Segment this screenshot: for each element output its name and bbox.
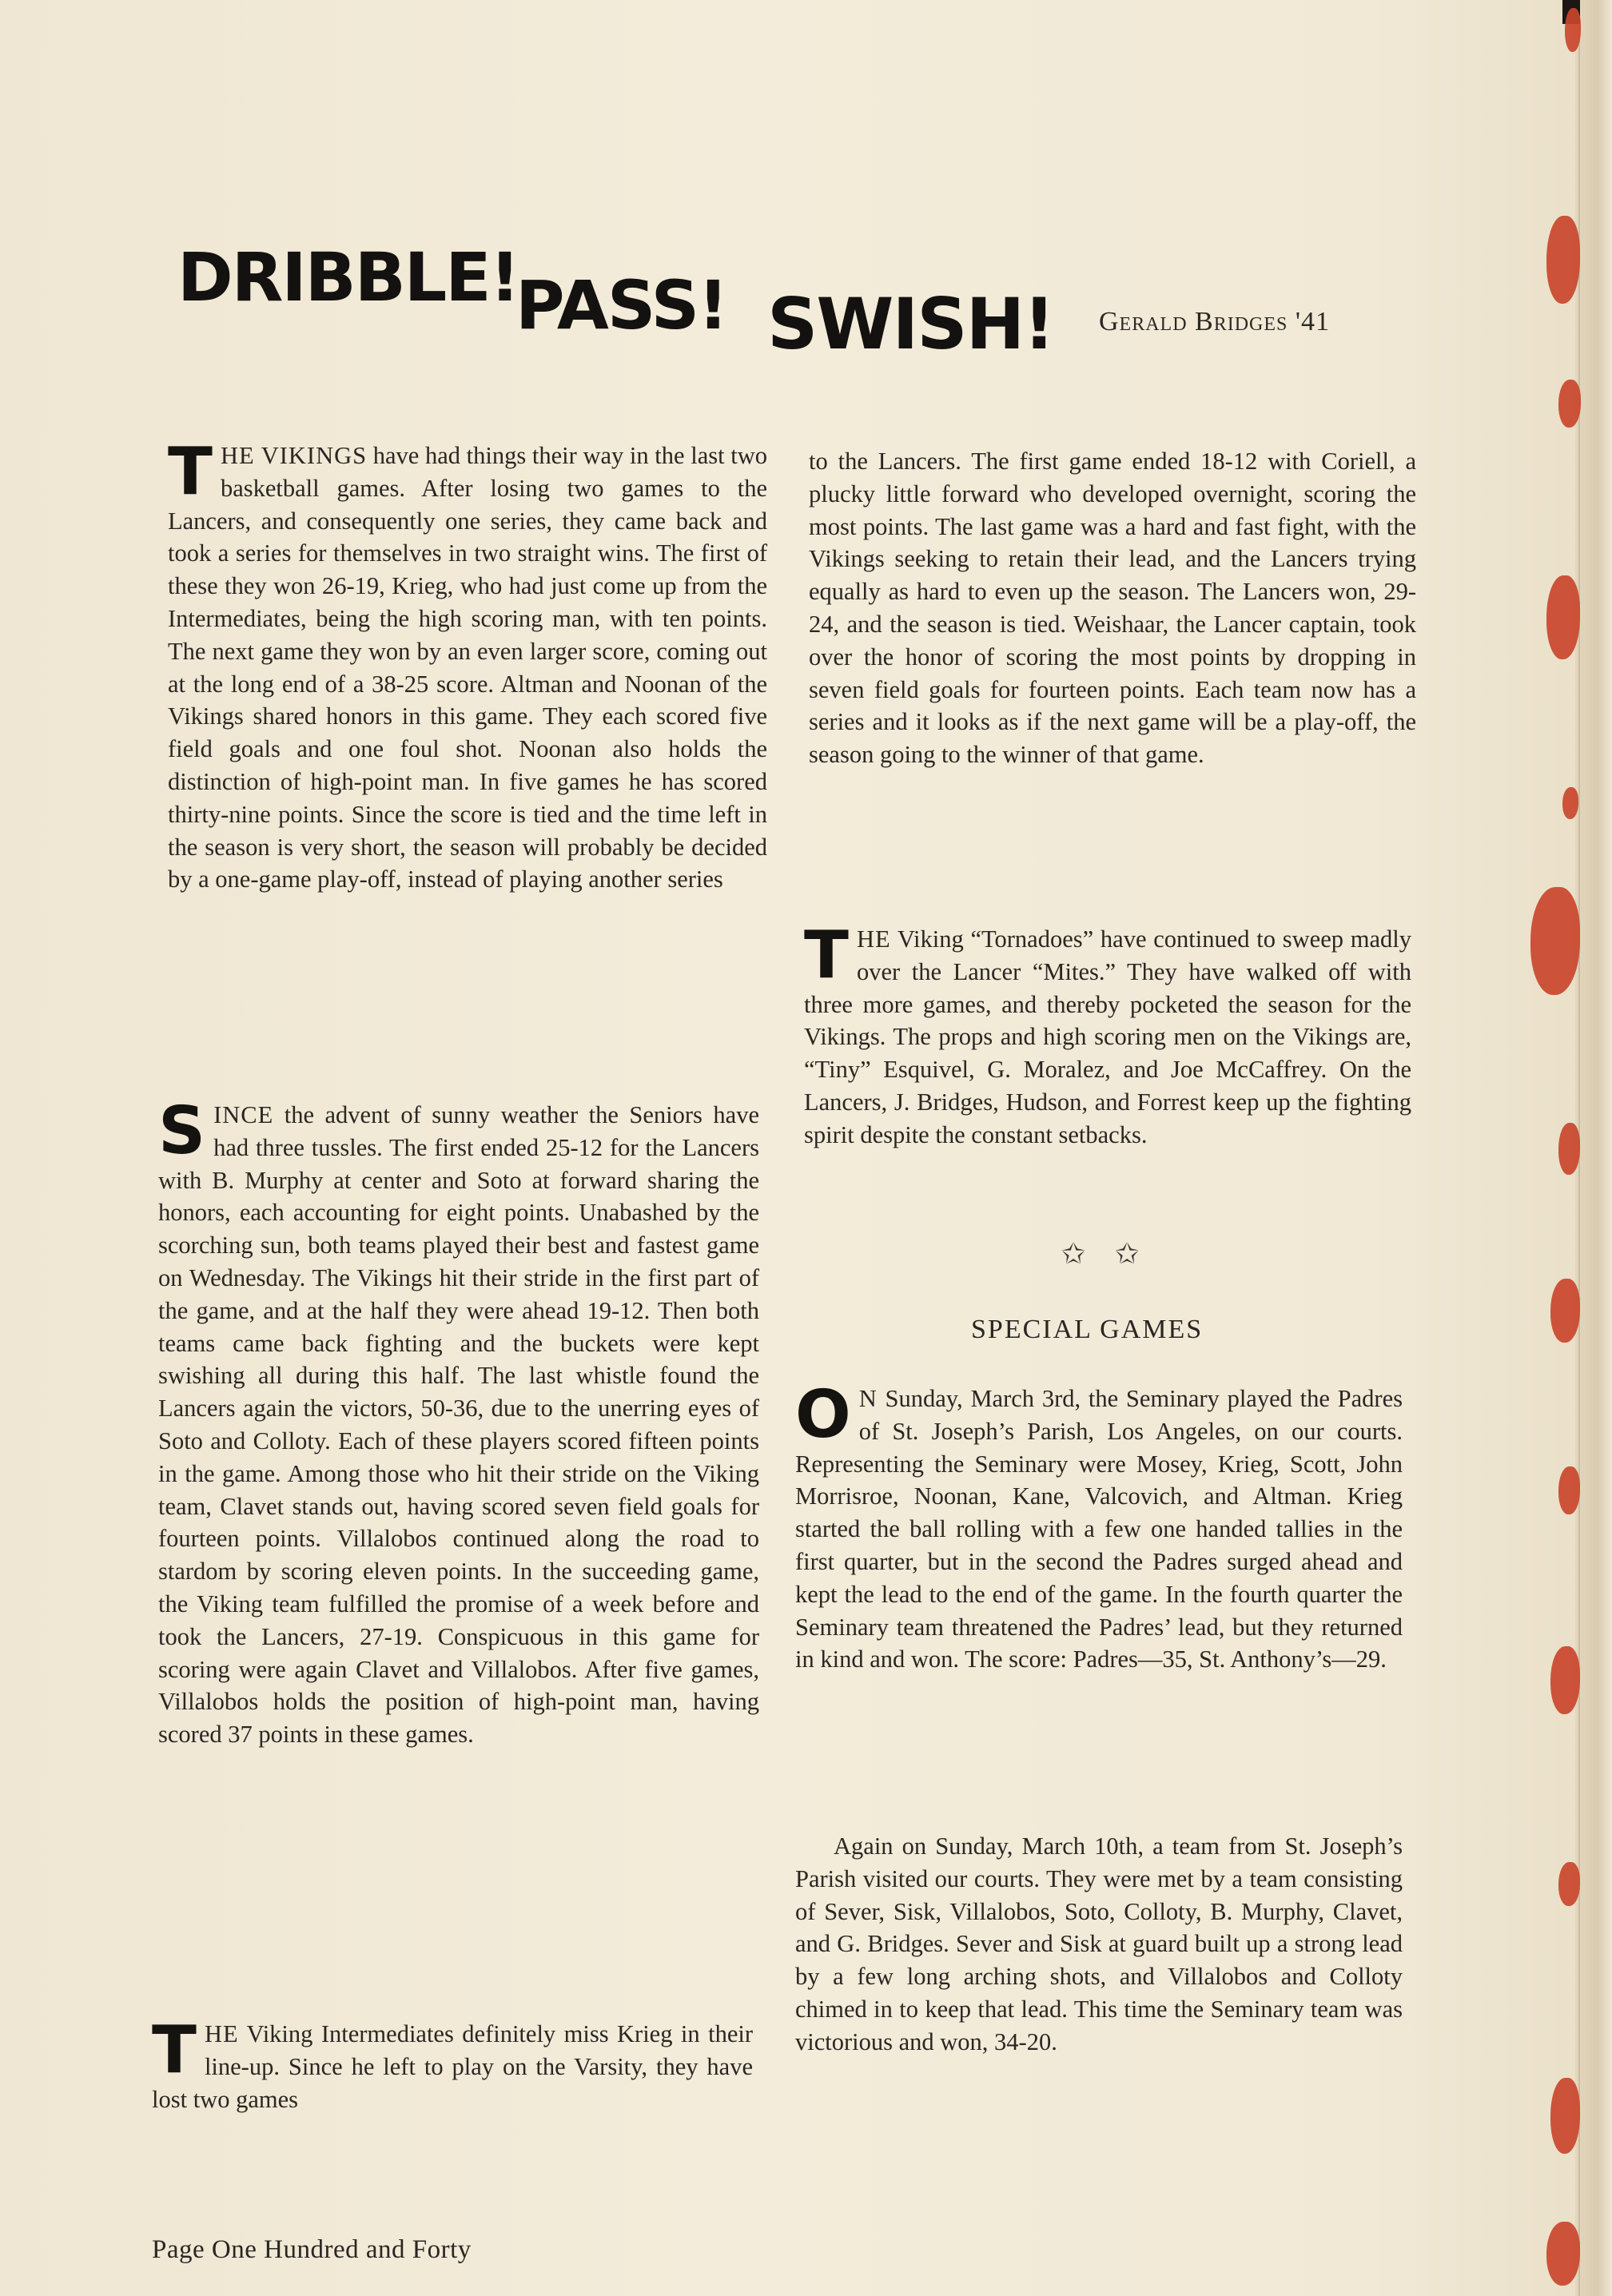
binding-stain <box>1558 1862 1580 1906</box>
binding-stain <box>1562 787 1578 819</box>
article-paragraph-special-game-1 <box>795 1377 1403 1676</box>
drop-cap: T <box>152 2012 197 2088</box>
article-paragraph-seniors <box>158 1093 759 1751</box>
lead-in: HE <box>204 2020 239 2047</box>
paragraph-text: Viking “Tornadoes” have continued to sweep madly over the Lancer “Mites.” They have walked off with three more games, and thereby pocketed the season for the Vikings. The props and high scoring men on the Vikings are, “Tiny” Esquivel, G. Moralez, and Joe McCaffrey. On the Lancers, J. Bridges, Hudson, and Forrest keep up the fighting spirit despite the constant setbacks. <box>804 925 1411 1148</box>
paragraph-text: the advent of sunny weather the Seniors have had three tussles. The first ended 25-12 for the Lancers with B. Murphy at center and Soto at forward sharing the honors, each accounting for eight points. Unabashed by the scorching sun, both teams played their best and fastest game on Wednesday. The Vikings hit their stride in the first part of the game, and at the half they were ahead 19-12. Then both teams came back fighting and the buckets were kept swishing all during this half. The last whistle found the Lancers again the victors, 50-36, due to the unerring eyes of Soto and Colloty. Each of these players scored fifteen points in the game. Among those who hit their stride on the Viking team, Clavet stands out, having scored seven field goals for fourteen points. Villalobos continued along the road to stardom by scoring eleven points. In the succeeding game, the Viking team fulfilled the promise of a week before and took the Lancers, 27-19. Conspicuous in this game for scoring were again Clavet and Villalobos. After five games, Villalobos holds the position of high-point man, having scored 37 points in these games. <box>158 1101 759 1749</box>
lead-in: HE <box>856 925 891 953</box>
paragraph-text: Again on Sunday, March 10th, a team from St. Joseph’s Parish visited our courts. They were met by a team consisting of Sever, Sisk, Villalobos, Soto, Colloty, B. Murphy, Clavet, and G. Bridges. Sever and Sisk at guard built up a strong lead by a few long arching shots, and Villalobos and Colloty chimed in to keep that lead. This time the Seminary team was victorious and won, 34-20. <box>795 1832 1403 2055</box>
article-paragraph-continued <box>809 445 1416 771</box>
binding-stain <box>1558 1123 1580 1175</box>
paragraph-text: Viking Intermediates definitely miss Krieg in their line-up. Since he left to play on the Varsity, they have lost two games <box>152 2020 753 2113</box>
drop-cap: T <box>168 434 213 510</box>
binding-stain <box>1565 8 1581 52</box>
star-ornament: ✩ ✩ <box>1061 1238 1151 1270</box>
drop-cap: T <box>804 917 849 993</box>
section-heading: SPECIAL GAMES <box>971 1315 1204 1344</box>
headline-word-2: PASS! <box>515 266 727 344</box>
page-edge <box>1575 0 1612 2296</box>
binding-stain <box>1550 2078 1580 2154</box>
binding-stain <box>1558 1466 1580 1514</box>
binding-stain <box>1546 216 1580 304</box>
binding-stain <box>1550 1646 1580 1714</box>
binding-stain <box>1550 1279 1580 1343</box>
headline-word-3: SWISH! <box>767 283 1054 365</box>
paragraph-text: Sunday, March 3rd, the Seminary played the Padres of St. Joseph’s Parish, Los Angeles, on our courts. Representing the Seminary were Mosey, Krieg, Scott, John Morrisroe, Noonan, Kane, Valcovich, and Altman. Krieg started the ball rolling with a few one handed tallies in the first quarter, but in the second the Padres surged ahead and kept the lead to the end of the game. In the fourth quarter the Seminary team threatened the Padres’ lead, but they returned in kind and won. The score: Padres—35, St. Anthony’s—29. <box>795 1385 1403 1673</box>
lead-in: INCE <box>213 1101 274 1128</box>
author-byline: Gerald Bridges '41 <box>1099 307 1331 336</box>
binding-stain <box>1546 2222 1580 2286</box>
paragraph-text: to the Lancers. The first game ended 18-12 with Coriell, a plucky little forward who developed overnight, scoring the most points. The last game was a hard and fast fight, with the Vikings seeking to retain their lead, and the Lancers trying equally as hard to even up the season. The Lancers won, 29-24, and the season is tied. Weishaar, the Lancer captain, took over the honor of scoring the most points by dropping in seven field goals for fourteen points. Each team now has a series and it looks as if the next game will be a play-off, the season going to the winner of that game. <box>809 448 1416 769</box>
drop-cap: O <box>795 1377 851 1453</box>
article-paragraph-tornadoes <box>804 917 1411 1152</box>
article-paragraph-vikings <box>168 434 767 896</box>
lead-in: HE VIKINGS <box>220 442 368 469</box>
drop-cap: S <box>158 1093 206 1169</box>
lead-in: N <box>858 1385 878 1412</box>
headline-word-1: DRIBBLE! <box>177 238 519 316</box>
page-number-footer: Page One Hundred and Forty <box>152 2235 472 2264</box>
article-paragraph-special-game-2 <box>795 1830 1403 2059</box>
binding-stain <box>1546 575 1580 659</box>
article-paragraph-intermediates <box>152 2012 753 2115</box>
binding-stain <box>1558 380 1581 428</box>
paragraph-text: have had things their way in the last two basketball games. After losing two games to the Lancers, and consequently one series, they came back and took a series for themselves in two straight wins. The first of these they won 26-19, Krieg, who had just come up from the Intermediates, being the high scoring man, with ten points. The next game they won by an even larger score, coming out at the long end of a 38-25 score. Altman and Noonan of the Vikings shared honors in this game. They each scored five field goals and one foul shot. Noonan also holds the distinction of high-point man. In five games he has scored thirty-nine points. Since the score is tied and the time left in the season is very short, the season will probably be decided by a one-game play-off, instead of playing another series <box>168 442 767 893</box>
binding-stain <box>1530 887 1580 995</box>
